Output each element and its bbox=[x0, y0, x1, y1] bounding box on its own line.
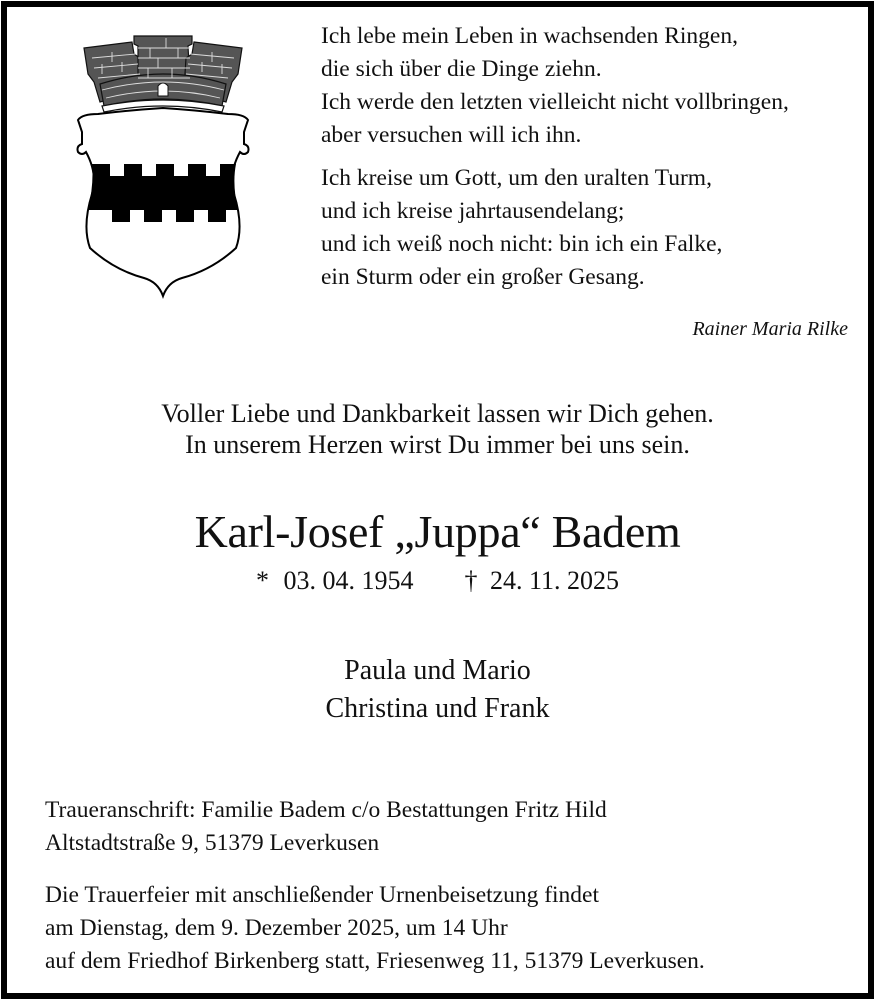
motto-line: Voller Liebe und Dankbarkeit lassen wir Dich gehen. bbox=[161, 399, 714, 428]
mourner-line: Paula und Mario bbox=[344, 655, 531, 686]
address-line: Traueranschrift: Familie Badem c/o Bestattungen Fritz Hild bbox=[45, 797, 607, 823]
mourners bbox=[0, 652, 875, 728]
poem-line: Ich lebe mein Leben in wachsenden Ringen, bbox=[321, 23, 738, 49]
address-line: Altstadtstraße 9, 51379 Leverkusen bbox=[45, 830, 380, 856]
poem-author: Rainer Maria Rilke bbox=[692, 318, 848, 340]
poem-line: ein Sturm oder ein großer Gesang. bbox=[321, 264, 645, 290]
poem-stanza-2 bbox=[321, 162, 789, 294]
poem-line: Ich werde den letzten vielleicht nicht vollbringen, bbox=[321, 89, 789, 115]
motto bbox=[0, 398, 875, 460]
ceremony-line: Die Trauerfeier mit anschließender Urnenbeisetzung findet bbox=[45, 882, 600, 908]
coat-of-arms bbox=[72, 34, 254, 300]
funeral-ceremony-info bbox=[45, 879, 705, 978]
ceremony-line: auf dem Friedhof Birkenberg statt, Friesenweg 11, 51379 Leverkusen. bbox=[45, 948, 705, 974]
motto-line: In unserem Herzen wirst Du immer bei uns sein. bbox=[185, 430, 690, 459]
coat-of-arms-icon bbox=[72, 34, 254, 300]
birth-star-icon: * bbox=[255, 566, 269, 595]
birth-date: 03. 04. 1954 bbox=[283, 566, 414, 595]
poem bbox=[321, 20, 789, 304]
life-dates bbox=[0, 565, 875, 597]
poem-line: und ich weiß noch nicht: bin ich ein Falke, bbox=[321, 231, 723, 257]
poem-line: die sich über die Dinge ziehn. bbox=[321, 56, 602, 82]
mourner-line: Christina und Frank bbox=[325, 693, 550, 724]
death-cross-icon: † bbox=[464, 566, 478, 595]
death-date: 24. 11. 2025 bbox=[489, 566, 620, 595]
deceased-name: Karl-Josef „Juppa“ Badem bbox=[194, 506, 681, 557]
poem-line: und ich kreise jahrtausendelang; bbox=[321, 198, 625, 224]
poem-stanza-1 bbox=[321, 20, 789, 152]
poem-line: aber versuchen will ich ihn. bbox=[321, 122, 582, 148]
poem-line: Ich kreise um Gott, um den uralten Turm, bbox=[321, 165, 712, 191]
ceremony-line: am Dienstag, dem 9. Dezember 2025, um 14 Uhr bbox=[45, 915, 508, 941]
mourning-address bbox=[45, 794, 607, 860]
